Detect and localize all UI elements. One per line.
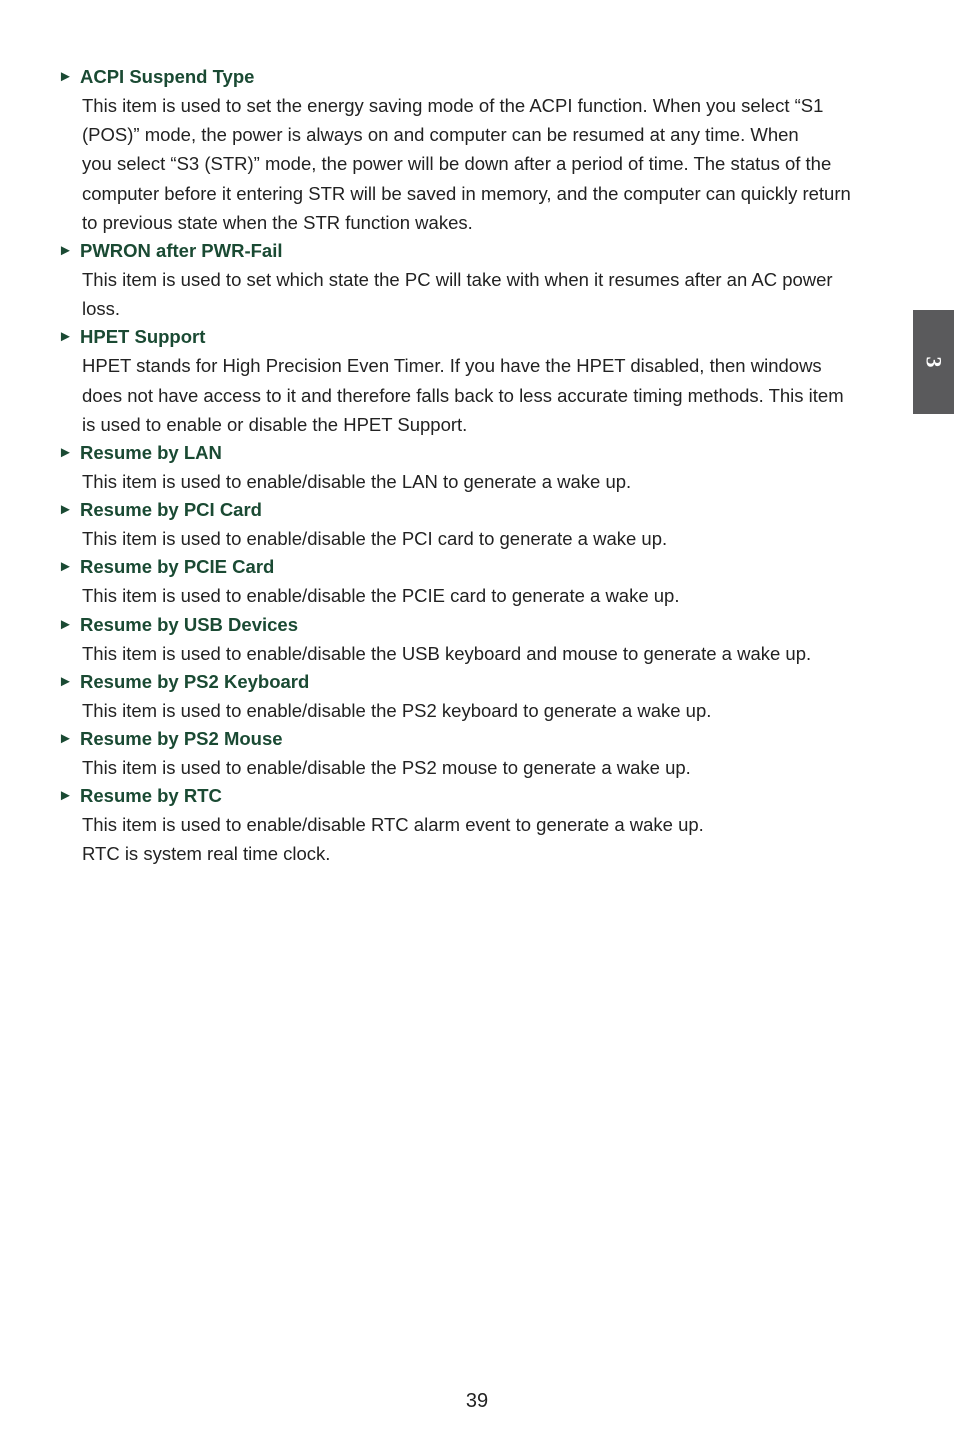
- section-title: Resume by PS2 Mouse: [80, 728, 283, 750]
- section-title: Resume by PS2 Keyboard: [80, 670, 310, 692]
- section-title: Resume by LAN: [80, 442, 222, 464]
- section-title: PWRON after PWR-Fail: [80, 240, 283, 262]
- section-heading: [58, 668, 898, 696]
- description-line: HPET stands for High Precision Even Timer. If you have the HPET disabled, then windows: [82, 355, 822, 377]
- description-line: This item is used to enable/disable the LAN to generate a wake up.: [82, 471, 632, 493]
- bios-item-section: [58, 553, 898, 610]
- section-description: [82, 639, 898, 668]
- description-line: loss.: [82, 298, 121, 320]
- description-line: to previous state when the STR function wakes.: [82, 211, 473, 233]
- section-description: [82, 524, 898, 553]
- section-title: ACPI Suspend Type: [80, 66, 255, 87]
- section-description: [82, 753, 898, 782]
- section-description: [82, 810, 898, 868]
- section-title: HPET Support: [80, 326, 206, 348]
- description-line: does not have access to it and therefore falls back to less accurate timing methods. This item: [82, 384, 844, 406]
- description-line: This item is used to enable/disable the PS2 mouse to generate a wake up.: [82, 757, 691, 779]
- triangle-bullet-icon: ►: [58, 730, 73, 748]
- bios-item-section: [58, 63, 898, 237]
- section-description: [82, 467, 898, 496]
- section-title: Resume by USB Devices: [80, 613, 298, 635]
- bios-item-section: [58, 237, 898, 323]
- triangle-bullet-icon: ►: [58, 501, 73, 519]
- bios-item-section: [58, 611, 898, 668]
- section-heading: [58, 323, 898, 351]
- section-heading: [58, 725, 898, 753]
- section-description: [82, 91, 898, 237]
- chapter-tab-label: 3: [921, 356, 947, 368]
- section-description: [82, 265, 898, 323]
- description-line: This item is used to enable/disable the USB keyboard and mouse to generate a wake up.: [82, 642, 812, 664]
- triangle-bullet-icon: ►: [58, 68, 73, 85]
- section-title: Resume by PCI Card: [80, 499, 262, 521]
- description-line: This item is used to set which state the PC will take with when it resumes after an AC power: [82, 269, 833, 291]
- chapter-tab: [913, 310, 954, 414]
- manual-content: [58, 63, 898, 869]
- bios-item-section: [58, 323, 898, 439]
- triangle-bullet-icon: ►: [58, 615, 73, 633]
- description-line: This item is used to enable/disable the PS2 keyboard to generate a wake up.: [82, 699, 712, 721]
- triangle-bullet-icon: ►: [58, 787, 73, 805]
- description-line: This item is used to enable/disable the PCI card to generate a wake up.: [82, 528, 668, 550]
- bios-item-section: [58, 439, 898, 496]
- triangle-bullet-icon: ►: [58, 672, 73, 690]
- section-heading: [58, 439, 898, 467]
- section-heading: [58, 782, 898, 810]
- section-title: Resume by RTC: [80, 785, 222, 807]
- section-heading: [58, 611, 898, 639]
- page-number: 39: [465, 1390, 489, 1412]
- section-description: [82, 696, 898, 725]
- description-line: computer before it entering STR will be saved in memory, and the computer can quickly return: [82, 182, 851, 204]
- section-heading: [58, 496, 898, 524]
- description-line: This item is used to set the energy saving mode of the ACPI function. When you select “S1: [82, 95, 824, 116]
- bios-item-section: [58, 725, 898, 782]
- section-description: [82, 581, 898, 610]
- bios-item-section: [58, 668, 898, 725]
- description-line: (POS)” mode, the power is always on and computer can be resumed at any time. When: [82, 124, 799, 146]
- section-description: [82, 351, 898, 439]
- description-line: This item is used to enable/disable the PCIE card to generate a wake up.: [82, 585, 680, 607]
- section-heading: [58, 553, 898, 581]
- triangle-bullet-icon: ►: [58, 444, 73, 462]
- description-line: RTC is system real time clock.: [82, 843, 331, 865]
- bios-item-section: [58, 782, 898, 868]
- description-line: is used to enable or disable the HPET Support.: [82, 413, 468, 435]
- section-heading: [58, 63, 898, 91]
- section-heading: [58, 237, 898, 265]
- bios-item-section: [58, 496, 898, 553]
- description-line: This item is used to enable/disable RTC alarm event to generate a wake up.: [82, 814, 704, 836]
- triangle-bullet-icon: ►: [58, 558, 73, 576]
- triangle-bullet-icon: ►: [58, 328, 73, 346]
- section-title: Resume by PCIE Card: [80, 556, 275, 578]
- description-line: you select “S3 (STR)” mode, the power will be down after a period of time. The status of the: [82, 153, 832, 175]
- triangle-bullet-icon: ►: [58, 242, 73, 260]
